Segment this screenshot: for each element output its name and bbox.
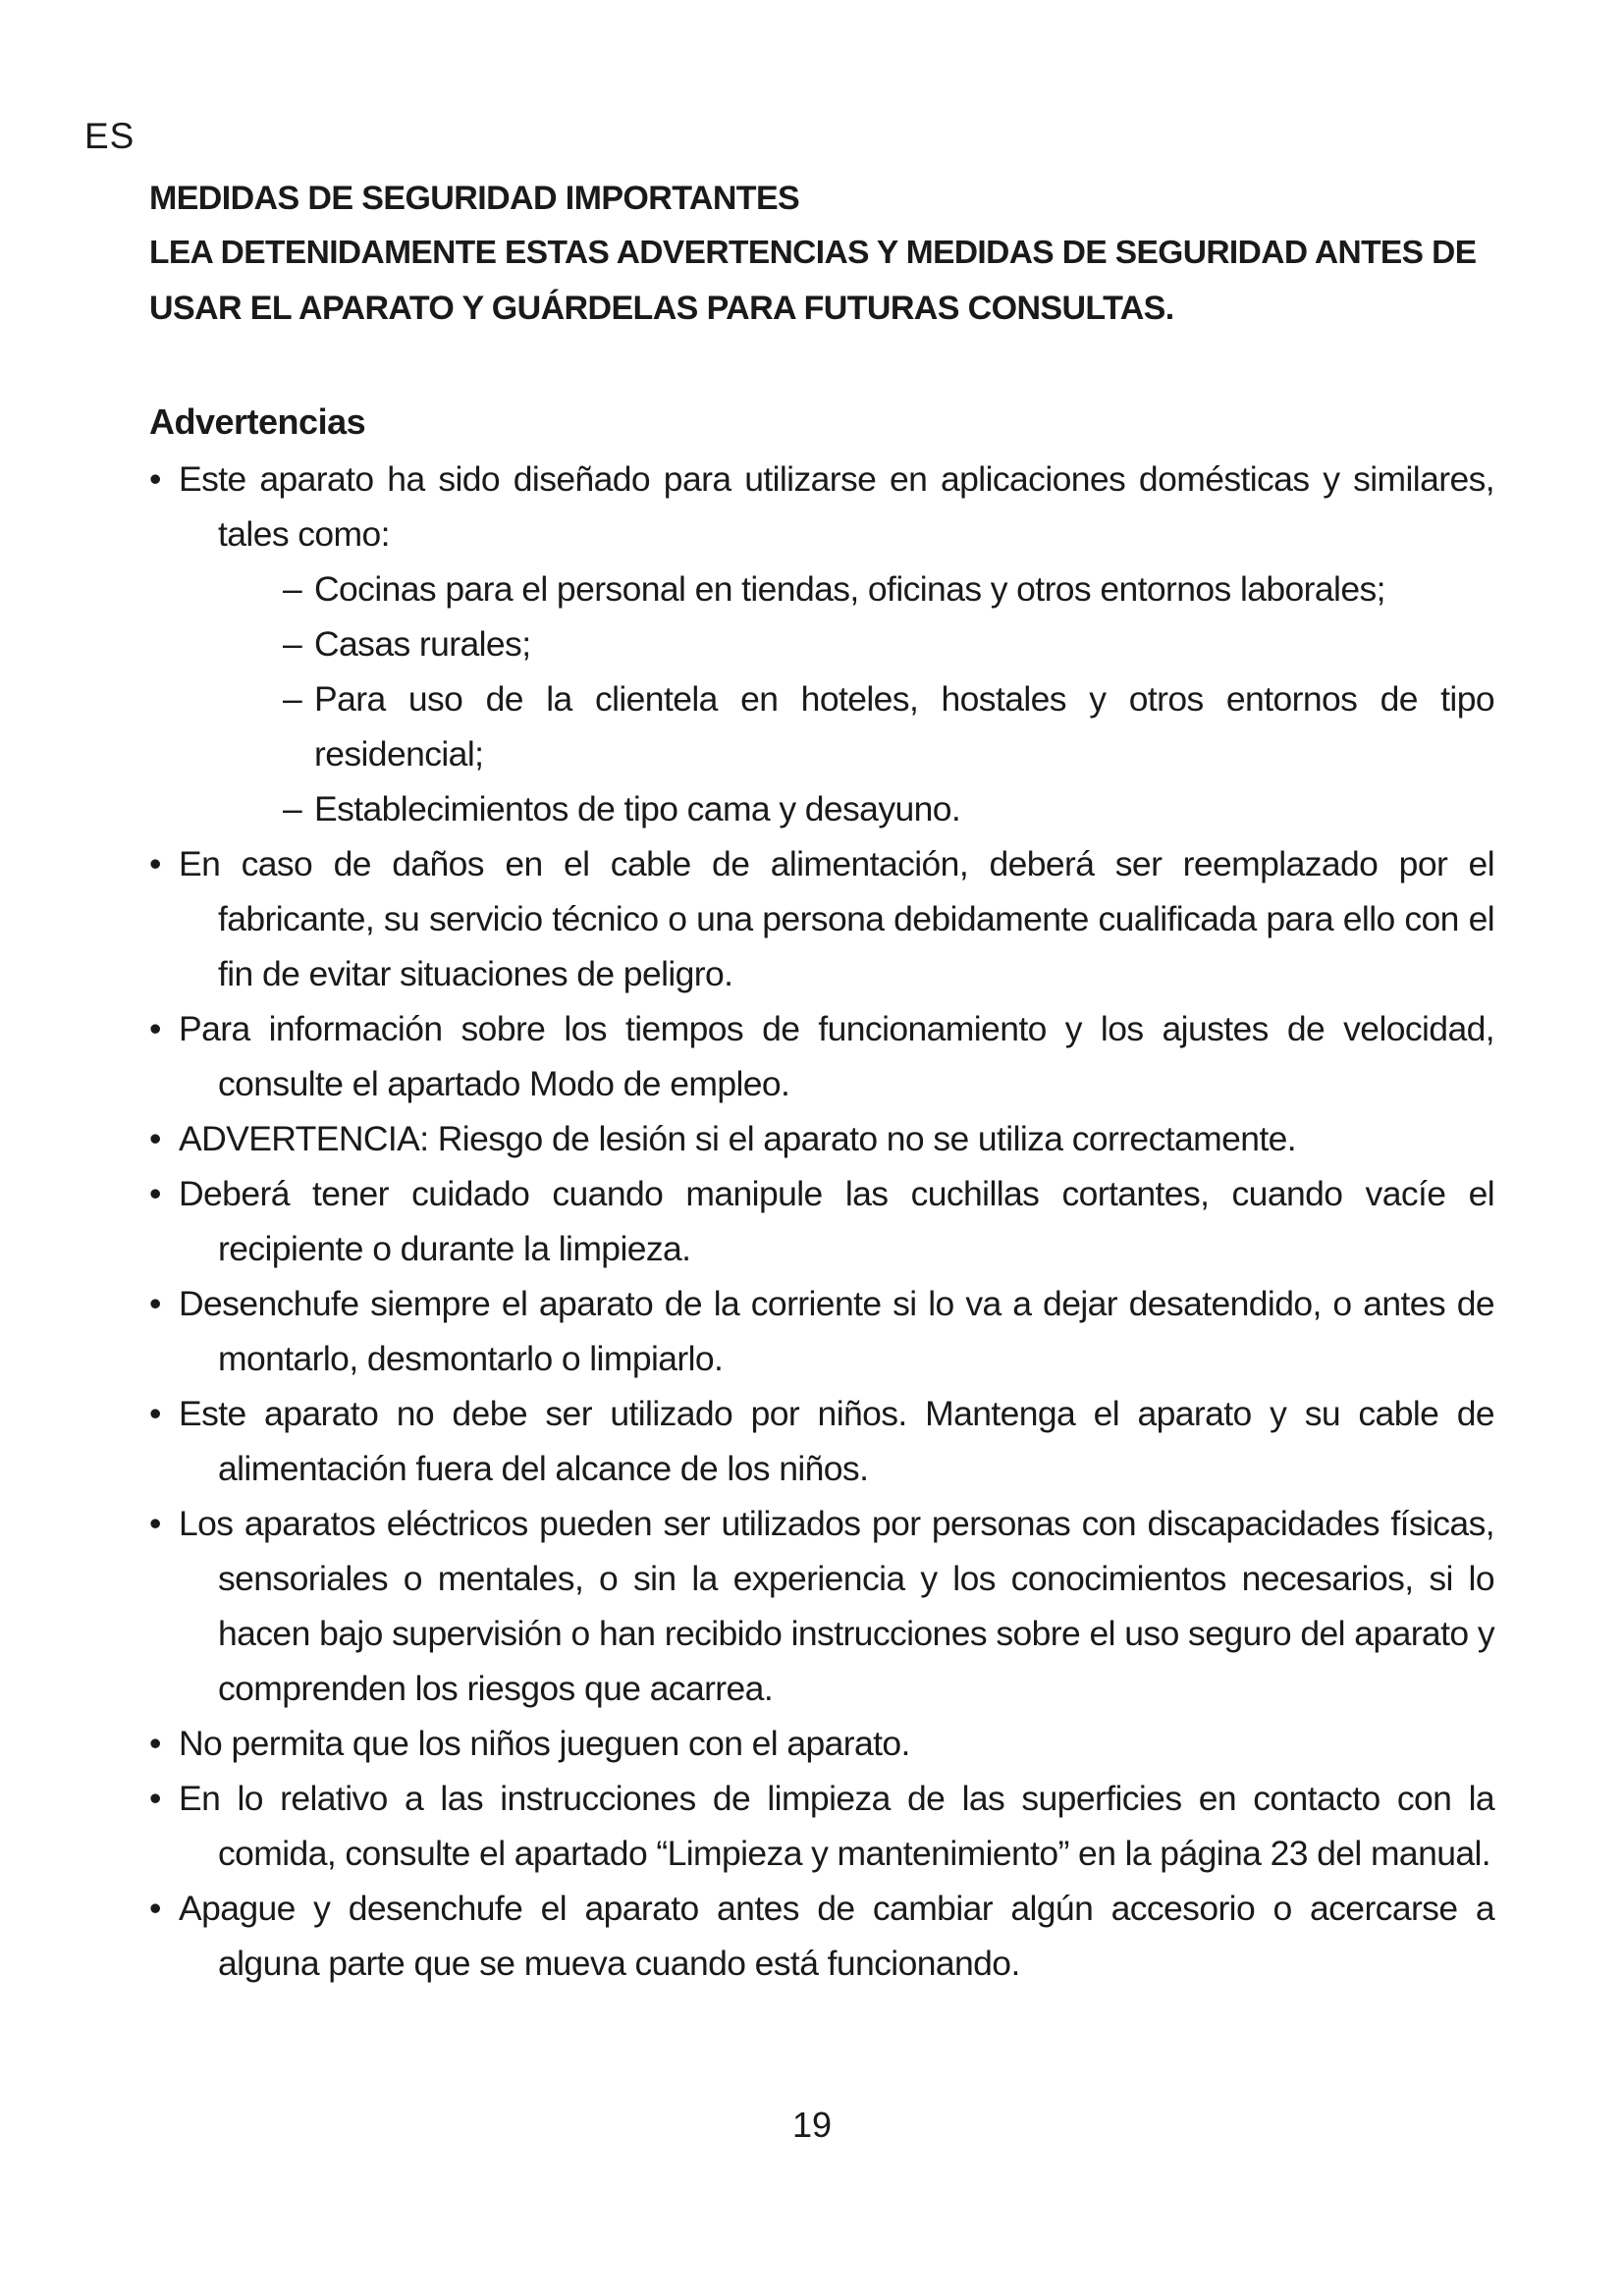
warning-text: En lo relativo a las instrucciones de limpieza de las superficies en contacto con la comida, consulte el apartado “Limpieza y mantenimiento” en la página 23 del manual.: [179, 1779, 1494, 1873]
dash-icon: –: [283, 679, 302, 719]
warning-text: Para información sobre los tiempos de funcionamiento y los ajustes de velocidad, consulte el apartado Modo de empleo.: [179, 1009, 1494, 1103]
heading-line-2: LEA DETENIDAMENTE ESTAS ADVERTENCIAS Y MEDIDAS DE SEGURIDAD ANTES DE: [149, 235, 1477, 271]
sub-item-text: Cocinas para el personal en tiendas, oficinas y otros entornos laborales;: [314, 569, 1385, 609]
warning-item: [149, 1276, 1494, 1386]
sub-item: [218, 781, 1494, 836]
dash-icon: –: [283, 624, 302, 664]
warning-item: [149, 1166, 1494, 1276]
section-title-advertencias: Advertencias: [149, 401, 366, 442]
bullet-icon: •: [149, 1724, 161, 1763]
warning-item: [149, 1001, 1494, 1111]
dash-icon: –: [283, 789, 302, 828]
bullet-icon: •: [149, 844, 161, 883]
safety-heading: [149, 171, 1494, 336]
warning-text: Desenchufe siempre el aparato de la corriente si lo va a dejar desatendido, o antes de montarlo, desmontarlo o limpiarlo.: [179, 1284, 1494, 1378]
warning-item: [149, 1716, 1494, 1771]
document-body: [149, 171, 1494, 1991]
warning-text: ADVERTENCIA: Riesgo de lesión si el aparato no se utiliza correctamente.: [179, 1119, 1297, 1158]
sub-item-text: Para uso de la clientela en hoteles, hostales y otros entornos de tipo residencial;: [314, 679, 1494, 774]
warning-text: Los aparatos eléctricos pueden ser utilizados por personas con discapacidades físicas, sensoriales o mentales, o sin la experiencia y los conocimientos necesarios, si lo hacen bajo supervisión o han recibido instrucciones sobre el uso seguro del aparato y comprenden los riesgos que acarrea.: [179, 1504, 1494, 1708]
bullet-icon: •: [149, 459, 161, 499]
heading-title: MEDIDAS DE SEGURIDAD IMPORTANTES: [149, 180, 800, 217]
bullet-icon: •: [149, 1889, 161, 1928]
sub-item: [218, 561, 1494, 616]
heading-line-3: USAR EL APARATO Y GUÁRDELAS PARA FUTURAS CONSULTAS.: [149, 290, 1174, 327]
warning-text: Apague y desenchufe el aparato antes de cambiar algún accesorio o acercarse a alguna parte que se mueva cuando está funcionando.: [179, 1889, 1494, 1983]
warning-text: Deberá tener cuidado cuando manipule las cuchillas cortantes, cuando vacíe el recipiente o durante la limpieza.: [179, 1174, 1494, 1268]
bullet-icon: •: [149, 1174, 161, 1213]
page-number: 19: [791, 2105, 833, 2145]
warning-item: [149, 1881, 1494, 1991]
warning-item: [149, 1496, 1494, 1716]
warning-text: Este aparato no debe ser utilizado por niños. Mantenga el aparato y su cable de alimentación fuera del alcance de los niños.: [179, 1394, 1494, 1488]
warning-text: No permita que los niños jueguen con el aparato.: [179, 1724, 910, 1763]
sub-list: [218, 561, 1494, 836]
sub-item-text: Casas rurales;: [314, 624, 531, 664]
bullet-icon: •: [149, 1009, 161, 1048]
sub-item-text: Establecimientos de tipo cama y desayuno.: [314, 789, 961, 828]
dash-icon: –: [283, 569, 302, 609]
bullet-icon: •: [149, 1504, 161, 1543]
warning-text: En caso de daños en el cable de alimentación, deberá ser reemplazado por el fabricante, su servicio técnico o una persona debidamente cualificada para ello con el fin de evitar situaciones de peligro.: [179, 844, 1494, 993]
warning-text: Este aparato ha sido diseñado para utilizarse en aplicaciones domésticas y similares, tales como:: [179, 459, 1494, 554]
warning-item: [149, 1386, 1494, 1496]
warning-item: [149, 1111, 1494, 1166]
bullet-icon: •: [149, 1284, 161, 1323]
bullet-icon: •: [149, 1119, 161, 1158]
warning-item: [149, 452, 1494, 836]
bullet-icon: •: [149, 1779, 161, 1818]
warnings-list: [149, 452, 1494, 1991]
warning-item: [149, 1771, 1494, 1881]
language-code: ES: [84, 116, 135, 156]
sub-item: [218, 671, 1494, 781]
warning-item: [149, 836, 1494, 1001]
bullet-icon: •: [149, 1394, 161, 1433]
sub-item: [218, 616, 1494, 671]
